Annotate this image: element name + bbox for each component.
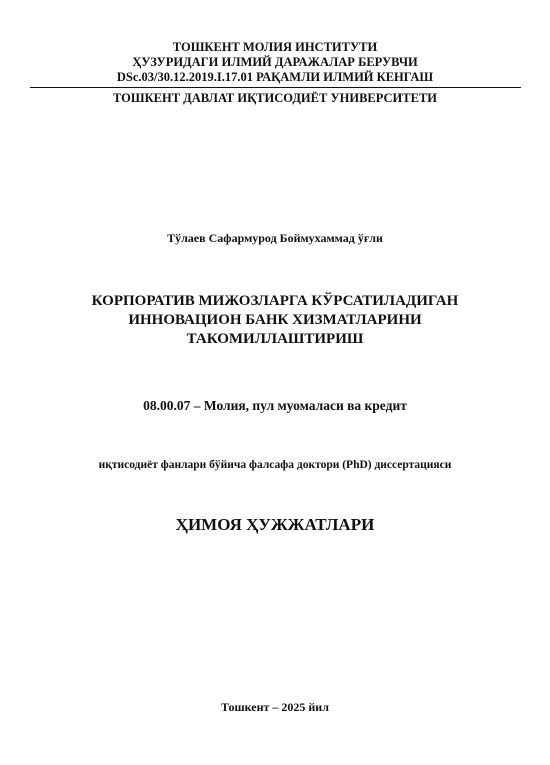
council-header-line-1: ТОШКЕНТ МОЛИЯ ИНСТИТУТИ bbox=[172, 40, 378, 54]
header-divider bbox=[30, 87, 521, 88]
dissertation-title-line-2: ИННОВАЦИОН БАНК ХИЗМАТЛАРИНИ bbox=[128, 312, 422, 328]
document-type-title: ҲИМОЯ ҲУЖЖАТЛАРИ bbox=[175, 515, 375, 534]
council-header-line-3: DSc.03/30.12.2019.I.17.01 РАҚАМЛИ ИЛМИЙ КЕНГАШ bbox=[116, 70, 434, 84]
specialty-code: 08.00.07 – Молия, пул муомаласи ва кредит bbox=[143, 398, 407, 413]
degree-description: иқтисодиёт фанлари бўйича фалсафа доктори (PhD) диссертацияси bbox=[98, 459, 452, 471]
author-name: Тўлаев Сафармурод Боймухаммад ўғли bbox=[167, 231, 383, 245]
dissertation-title-line-3: ТАКОМИЛЛАШТИРИШ bbox=[186, 331, 364, 347]
university-name: ТОШКЕНТ ДАВЛАТ ИҚТИСОДИЁТ УНИВЕРСИТЕТИ bbox=[112, 91, 438, 105]
dissertation-title-line-1: КОРПОРАТИВ МИЖОЗЛАРГА КЎРСАТИЛАДИГАН bbox=[91, 293, 459, 309]
place-and-year: Тошкент – 2025 йил bbox=[221, 700, 329, 714]
council-header-line-2: ҲУЗУРИДАГИ ИЛМИЙ ДАРАЖАЛАР БЕРУВЧИ bbox=[132, 55, 418, 69]
